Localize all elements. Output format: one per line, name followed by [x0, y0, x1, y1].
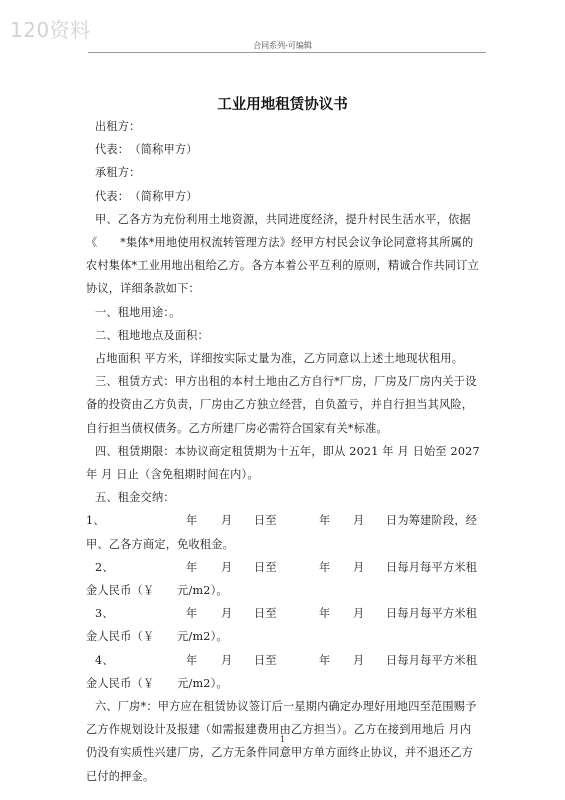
lessor-line: 出租方：: [95, 120, 141, 133]
rent-row-month-end: 月: [353, 607, 365, 621]
document-title: 工业用地租赁协议书: [217, 97, 348, 113]
rent-row-day: 日至: [254, 514, 277, 528]
intro-paragraph-line: 协议，详细条款如下：: [86, 282, 200, 296]
lessee-rep-line: 代表： （简称甲方）: [95, 189, 198, 203]
rent-row-year-end: 年: [319, 560, 331, 574]
rent-row-year: 年: [186, 560, 198, 574]
rent-row: [86, 649, 496, 672]
section-3-text: 自行担当债权债务。乙方所建厂房必需符合国家有关*标准。: [86, 421, 388, 435]
rent-row-number: 3、: [95, 607, 114, 621]
section-6-text: 已付的押金。: [86, 769, 155, 783]
rent-row-number: 4、: [95, 653, 114, 667]
section-6-text: 仍没有实质性兴建厂房，乙方无条件同意甲方单方面终止协议，并不退还乙方: [86, 746, 474, 760]
page-number: 1: [279, 735, 286, 744]
rent-row-continuation: 金人民币（￥ 元/m2）。: [86, 630, 228, 644]
section-3-text: 三、租赁方式：甲方出租的本村土地由乙方自行*厂房，厂房及厂房内关于设: [95, 375, 477, 389]
lessor-rep-line: 代表： （简称甲方）: [95, 143, 198, 157]
lessee-line: 承租方：: [95, 166, 141, 180]
rent-row-number: 1、: [86, 514, 105, 528]
section-4-text: 年 月 日止（含免租期时间在内）。: [86, 468, 259, 482]
rent-row-month: 月: [221, 653, 233, 667]
rent-row-continuation: 金人民币（￥ 元/m2）。: [86, 676, 228, 690]
rent-row-month: 月: [221, 560, 233, 574]
rent-row-tail: 日每月每平方米租: [386, 560, 478, 574]
rent-row-year-end: 年: [319, 514, 331, 528]
rent-row-tail: 日为筹建阶段，经: [386, 514, 478, 528]
rent-row-year: 年: [186, 514, 198, 528]
rent-row-month-end: 月: [353, 514, 365, 528]
rent-row-continuation: 甲、乙各方商定，免收租金。: [86, 537, 235, 551]
section-6-text: 六、厂房*：甲方应在租赁协议签订后一星期内确定办理好用地四至范围赐予: [95, 700, 477, 714]
rent-row-day: 日至: [254, 653, 277, 667]
watermark-logo: 120资料: [10, 18, 91, 42]
section-2-text: 占地面积 平方米，详细按实际丈量为准，乙方同意以上述土地现状租用。: [95, 352, 464, 366]
intro-paragraph-line: 农村集体*工业用地出租给乙方。各方本着公平互利的原则，精诚合作共同订立: [86, 259, 479, 273]
rent-schedule: [86, 509, 496, 695]
rent-row-month: 月: [221, 514, 233, 528]
rent-row-tail: 日每月每平方米租: [386, 653, 478, 667]
rent-row-year: 年: [186, 607, 198, 621]
rent-row-tail: 日每月每平方米租: [386, 607, 478, 621]
intro-paragraph-line: 甲、乙各方为充份利用土地资源，共同进度经济，提升村民生活水平，依据: [95, 212, 471, 226]
rent-row-month: 月: [221, 607, 233, 621]
rent-row-number: 2、: [95, 560, 114, 574]
rent-row: [86, 556, 496, 579]
document-body: [86, 115, 496, 788]
section-5-heading: 五、租金交纳：: [95, 491, 175, 505]
rent-row-month-end: 月: [353, 560, 365, 574]
rent-row-continuation: 金人民币（￥ 元/m2）。: [86, 584, 228, 598]
section-3-text: 备的投资由乙方负责，厂房由乙方独立经营，自负盈亏，并自行担当其风险，: [86, 398, 474, 412]
rent-row-year-end: 年: [319, 607, 331, 621]
rent-row: [86, 602, 496, 625]
intro-paragraph-line: 《 *集体*用地使用权流转管理方法》经甲方村民会议争论同意将其所属的: [86, 236, 474, 250]
rent-row-day: 日至: [254, 560, 277, 574]
rent-row: [86, 509, 496, 532]
rent-row-year: 年: [186, 653, 198, 667]
section-4-text: 四、租赁期限：本协议商定租赁期为十五年，即从 2021 年 月 日始至 2027: [95, 444, 480, 458]
section-2-heading: 二、租地地点及面积：: [95, 328, 209, 342]
rent-row-month-end: 月: [353, 653, 365, 667]
rent-row-day: 日至: [254, 607, 277, 621]
section-1-heading: 一、租地用途：。: [95, 305, 181, 319]
rent-row-year-end: 年: [319, 653, 331, 667]
section-6-text: 乙方作规划设计及报建（如需报建费用由乙方担当）。乙方在接到用地后 月内: [86, 723, 472, 737]
page-header: 合同系列-可编辑: [253, 41, 312, 50]
header-divider: [88, 52, 486, 53]
